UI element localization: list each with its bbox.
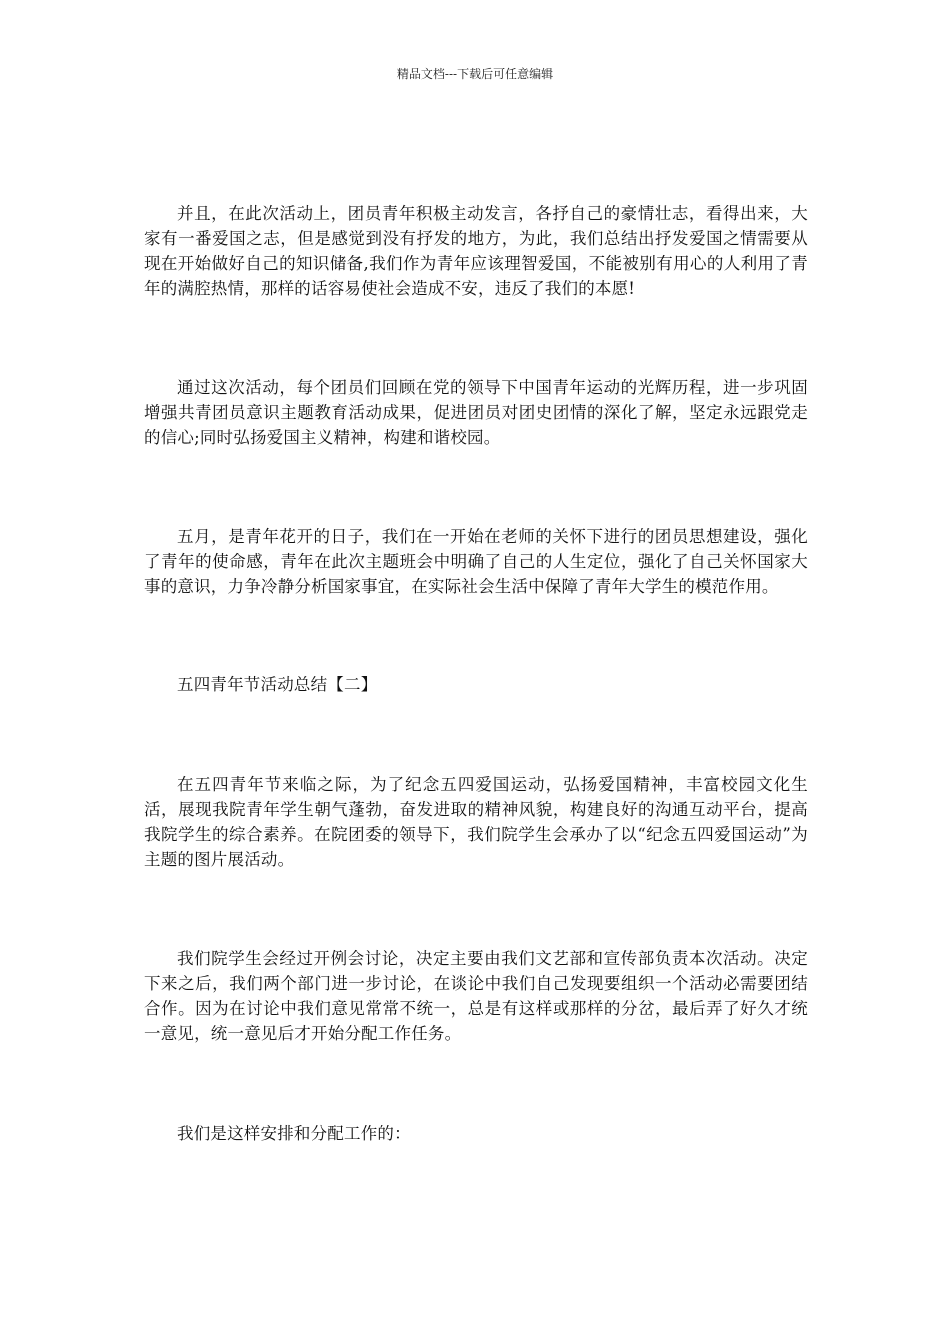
paragraph-exhibition-intro: 在五四青年节来临之际，为了纪念五四爱国运动，弘扬爱国精神，丰富校园文化生活，展现我院青年学生朝气蓬勃，奋发进取的精神风貌，构建良好的沟通互动平台，提高我院学生的综合素养。在院团委的领导下，我们院学生会承办了以“纪念五四爱国运动”为主题的图片展活动。 bbox=[144, 775, 808, 869]
paragraph-patriotic-aspiration: 并且，在此次活动上，团员青年积极主动发言，各抒自己的豪情壮志，看得出来，大家有一番爱国之志，但是感觉到没有抒发的地方，为此，我们总结出抒发爱国之情需要从现在开始做好自己的知识储备,我们作为青年应该理智爱国，不能被别有用心的人利用了青年的满腔热情，那样的话容易使社会造成不安，违反了我们的本愿! bbox=[144, 204, 808, 298]
paragraph-department-discussion: 我们院学生会经过开例会讨论，决定主要由我们文艺部和宣传部负责本次活动。决定下来之后，我们两个部门进一步讨论，在谈论中我们自己发现要组织一个活动必需要团结合作。因为在讨论中我们意见常常不统一，总是有这样或那样的分岔，最后弄了好久才统一意见，统一意见后才开始分配工作任务。 bbox=[144, 949, 808, 1043]
paragraph-activity-review: 通过这次活动，每个团员们回顾在党的领导下中国青年运动的光辉历程，进一步巩固增强共青团员意识主题教育活动成果，促进团员对团史团情的深化了解，坚定永远跟党走的信心;同时弘扬爱国主义精神，构建和谐校园。 bbox=[144, 378, 808, 447]
paragraph-task-arrangement: 我们是这样安排和分配工作的： bbox=[177, 1124, 411, 1143]
page-header: 精品文档---下载后可任意编辑 bbox=[396, 67, 554, 81]
section-heading: 五四青年节活动总结【二】 bbox=[177, 675, 378, 694]
paragraph-may-youth: 五月，是青年花开的日子，我们在一开始在老师的关怀下进行的团员思想建设，强化了青年的使命感，青年在此次主题班会中明确了自己的人生定位，强化了自己关怀国家大事的意识，力争冷静分析国家事宜，在实际社会生活中保障了青年大学生的模范作用。 bbox=[144, 527, 808, 596]
